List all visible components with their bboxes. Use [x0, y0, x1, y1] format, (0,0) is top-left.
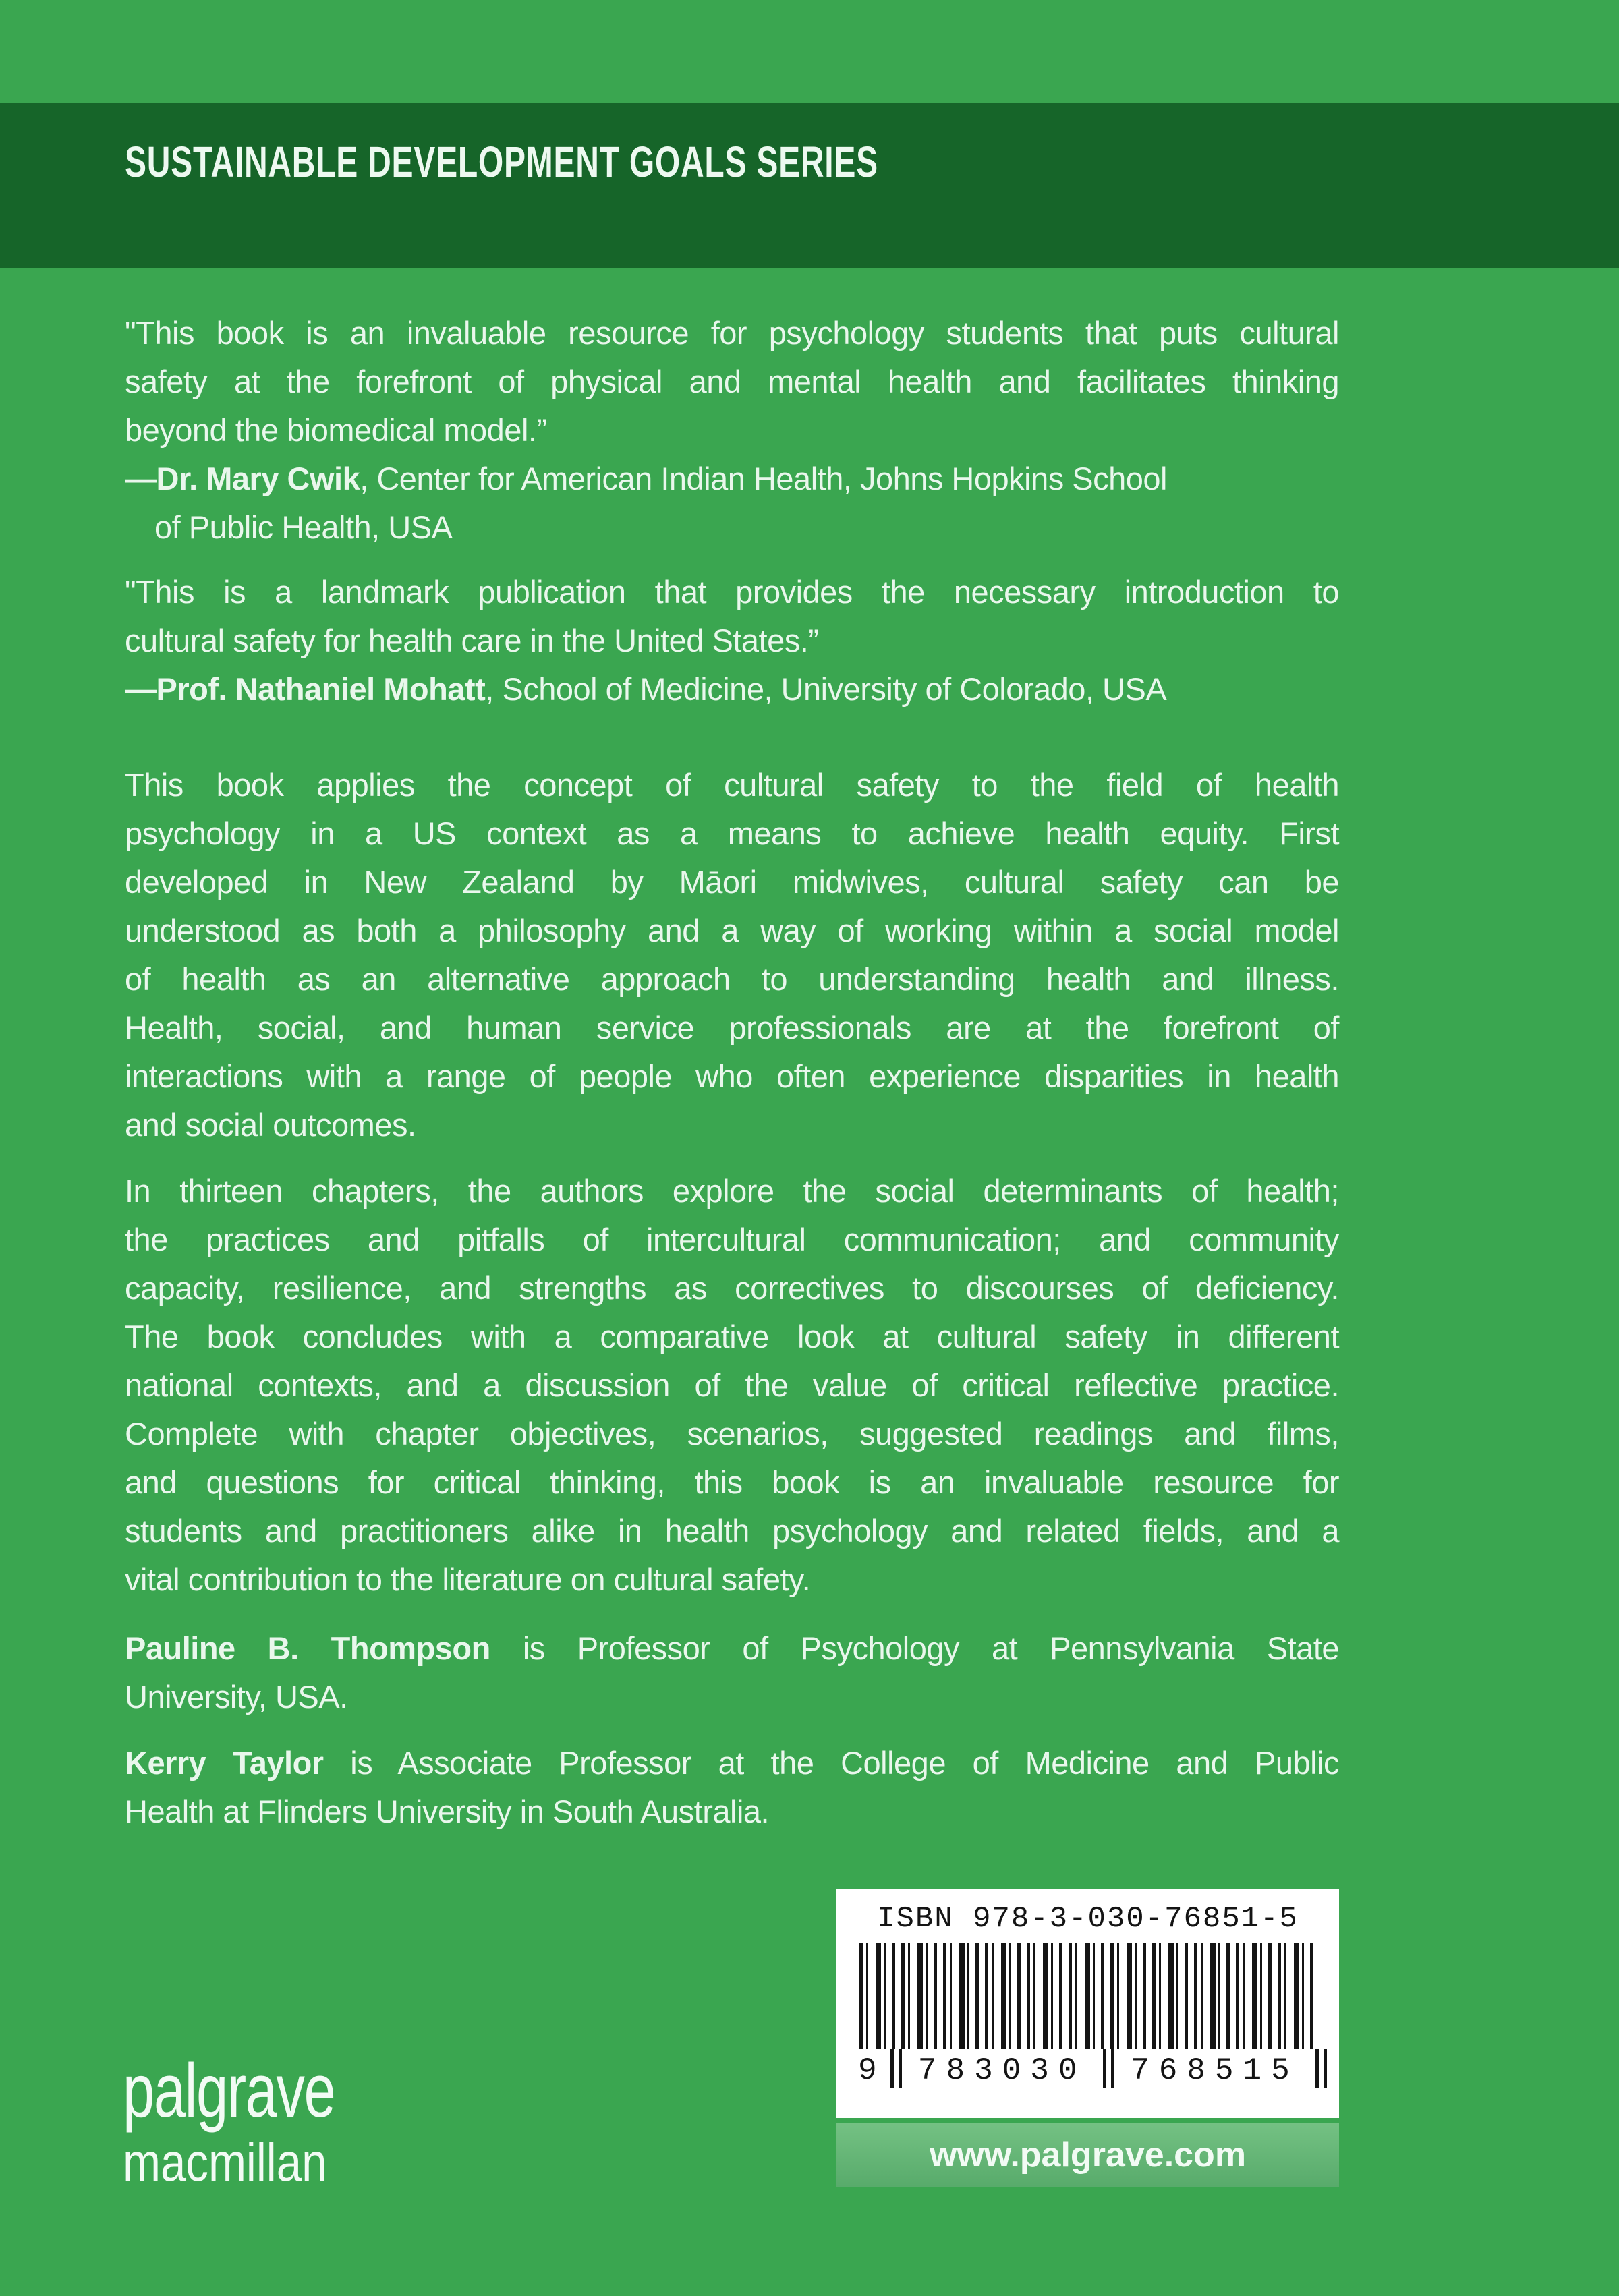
paragraph-line: The book concludes with a comparative look at cultural safety in different	[125, 1319, 1339, 1354]
paragraph-line: of health as an alternative approach to understanding health and illness.	[125, 961, 1339, 997]
bio-line	[125, 1624, 1339, 1673]
publisher-name-macmillan: macmillan	[123, 2132, 327, 2192]
barcode-bars	[859, 1943, 1316, 2049]
paragraph-line: In thirteen chapters, the authors explore the social determinants of health;	[125, 1173, 1339, 1209]
paragraph-line: and social outcomes.	[125, 1107, 416, 1143]
author-name: Kerry Taylor	[125, 1745, 324, 1781]
barcode-guard	[890, 2049, 902, 2088]
quote-attribution	[125, 665, 1339, 714]
reviewer-name: —Prof. Nathaniel Mohatt	[125, 671, 486, 707]
author-bio-text: is Professor of Psychology at Pennsylvania State	[490, 1630, 1339, 1666]
quote-line: beyond the biomedical model.”	[125, 412, 547, 448]
barcode-digits	[854, 2049, 1327, 2096]
barcode-digit-group: 768515	[1131, 2053, 1299, 2088]
reviewer-affiliation: , Center for American Indian Health, Johns Hopkins School	[360, 461, 1167, 496]
back-cover-text-column	[125, 0, 1339, 1836]
author-bio-2	[125, 1739, 1339, 1836]
barcode-digit-group: 9	[858, 2053, 877, 2088]
paragraph-line: This book applies the concept of cultural safety to the field of health	[125, 767, 1339, 803]
publisher-logo	[123, 2048, 402, 2192]
isbn-label: ISBN 978-3-030-76851-5	[877, 1902, 1299, 1936]
description-paragraph-1	[125, 761, 1339, 1149]
author-name: Pauline B. Thompson	[125, 1630, 490, 1666]
website-url: www.palgrave.com	[929, 2135, 1247, 2175]
quote-attribution	[125, 455, 1339, 503]
paragraph-line: Health, social, and human service professionals are at the forefront of	[125, 1010, 1339, 1045]
review-quote-2	[125, 568, 1339, 714]
barcode-guard	[1315, 2049, 1327, 2088]
author-bio-text: is Associate Professor at the College of Medicine and Public	[323, 1745, 1339, 1781]
paragraph-line: psychology in a US context as a means to achieve health equity. First	[125, 815, 1339, 851]
paragraph-line: understood as both a philosophy and a way of working within a social model	[125, 913, 1339, 948]
paragraph-line: Complete with chapter objectives, scenarios, suggested readings and films,	[125, 1416, 1339, 1452]
paragraph-line: the practices and pitfalls of intercultural communication; and community	[125, 1222, 1339, 1257]
publisher-name-palgrave: palgrave	[123, 2048, 335, 2133]
quote-line: "This book is an invaluable resource for psychology students that puts cultural	[125, 315, 1339, 351]
website-strip	[836, 2123, 1339, 2187]
paragraph-line: national contexts, and a discussion of the value of critical reflective practice.	[125, 1367, 1339, 1403]
attribution-continuation: of Public Health, USA	[154, 509, 453, 545]
series-title: SUSTAINABLE DEVELOPMENT GOALS SERIES	[125, 138, 878, 186]
reviewer-affiliation: , School of Medicine, University of Colorado, USA	[485, 671, 1167, 707]
quote-line: "This is a landmark publication that provides the necessary introduction to	[125, 574, 1339, 610]
reviewer-name: —Dr. Mary Cwik	[125, 461, 360, 496]
paragraph-line: interactions with a range of people who often experience disparities in health	[125, 1058, 1339, 1094]
barcode-panel	[836, 1889, 1339, 2118]
bio-continuation: Health at Flinders University in South Australia.	[125, 1793, 770, 1829]
barcode-digit-group: 783030	[917, 2053, 1087, 2088]
bio-continuation: University, USA.	[125, 1679, 348, 1715]
quote-line: cultural safety for health care in the United States.”	[125, 623, 819, 658]
review-quote-1	[125, 309, 1339, 552]
paragraph-line: vital contribution to the literature on cultural safety.	[125, 1561, 811, 1597]
barcode-guard	[1103, 2049, 1114, 2088]
paragraph-line: developed in New Zealand by Māori midwives, cultural safety can be	[125, 864, 1339, 900]
author-bio-1	[125, 1624, 1339, 1721]
quote-line: safety at the forefront of physical and mental health and facilitates thinking	[125, 364, 1339, 399]
paragraph-line: capacity, resilience, and strengths as correctives to discourses of deficiency.	[125, 1270, 1339, 1306]
paragraph-line: and questions for critical thinking, this book is an invaluable resource for	[125, 1464, 1339, 1500]
bio-line	[125, 1739, 1339, 1787]
paragraph-line: students and practitioners alike in health psychology and related fields, and a	[125, 1513, 1339, 1549]
description-paragraph-2	[125, 1167, 1339, 1604]
